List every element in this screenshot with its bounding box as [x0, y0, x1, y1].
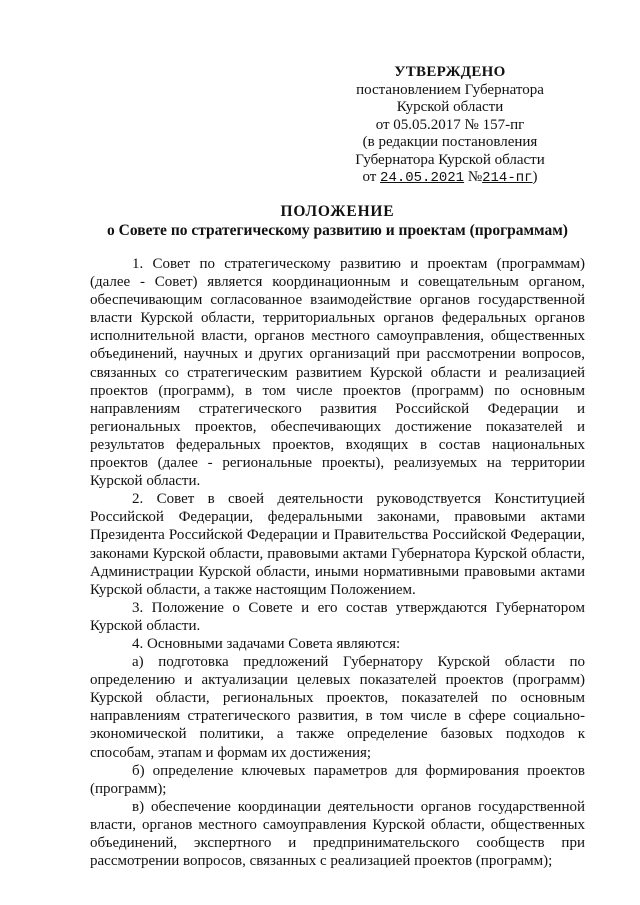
approval-line: постановлением Губернатора [356, 81, 544, 98]
paragraph-1: 1. Совет по стратегическому развитию и проектам (программам) (далее - Совет) является координационным и совещательным органом, обеспечивающим согласованное взаимодействие органов государственной власти Курской области, территориальных органов федеральных органов исполнительной власти, органов местного самоуправления, общественных объединений, научных и других организаций при рассмотрении вопросов, связанных со стратегическим развитием Курской области и реализацией проектов (программ), в том числе проектов (программ) по основным направлениям стратегического развития Российской Федерации и региональных проектов, обеспечивающих достижение показателей и результатов федеральных проектов, входящих в состав национальных проектов (далее - региональные проекты), реализуемых на территории Курской области. [90, 256, 585, 490]
number-prefix: № [467, 169, 483, 185]
approval-block [340, 64, 560, 188]
document-subtitle: о Совете по стратегическому развитию и проектам (программам) [107, 222, 568, 239]
approval-line: (в редакции постановления [362, 134, 538, 150]
document-title: ПОЛОЖЕНИЕ [280, 203, 395, 220]
document-heading [90, 202, 585, 240]
amendment-number: 214-пг [482, 170, 533, 186]
approval-line: от 05.05.2017 № 157-пг [375, 116, 525, 133]
paragraph-4b: б) определение ключевых параметров для формирования проектов (программ); [90, 762, 585, 797]
paragraph-4a: а) подготовка предложений Губернатору Курской области по определению и актуализации целевых показателей проектов (программ) Курской области, региональных проектов, показателей по основным направлениям стратегического развития, в том числе в сфере социально-экономической политики, а также определение базовых подходов к способам, этапам и формам их достижения; [90, 654, 585, 761]
date-prefix: от [362, 169, 377, 185]
paragraph-2: 2. Совет в своей деятельности руководствуется Конституцией Российской Федерации, федеральными законами, правовыми актами Президента Российской Федерации и Правительства Российской Федерации, законами Курской области, правовыми актами Губернатора Курской области, Администрации Курской области, иными нормативными правовыми актами Курской области, а также настоящим Положением. [90, 491, 585, 598]
paragraph-4: 4. Основными задачами Совета являются: [132, 635, 401, 652]
amendment-date: 24.05.2021 [380, 170, 465, 186]
paragraph-4c: в) обеспечение координации деятельности органов государственной власти, органов местного самоуправления Курской области, общественных объединений, экспертного и предпринимательского сообществ при рассмотрении вопросов, связанных с реализацией проектов (программ); [90, 798, 585, 870]
closing-paren: ) [532, 169, 538, 185]
document-body [90, 255, 585, 870]
amendment-date-line [340, 169, 560, 188]
approval-line: Курской области [396, 99, 504, 115]
paragraph-3: 3. Положение о Совете и его состав утверждаются Губернатором Курской области. [90, 599, 585, 634]
approval-title: УТВЕРЖДЕНО [394, 64, 506, 80]
approval-line: Губернатора Курской области [355, 151, 545, 168]
